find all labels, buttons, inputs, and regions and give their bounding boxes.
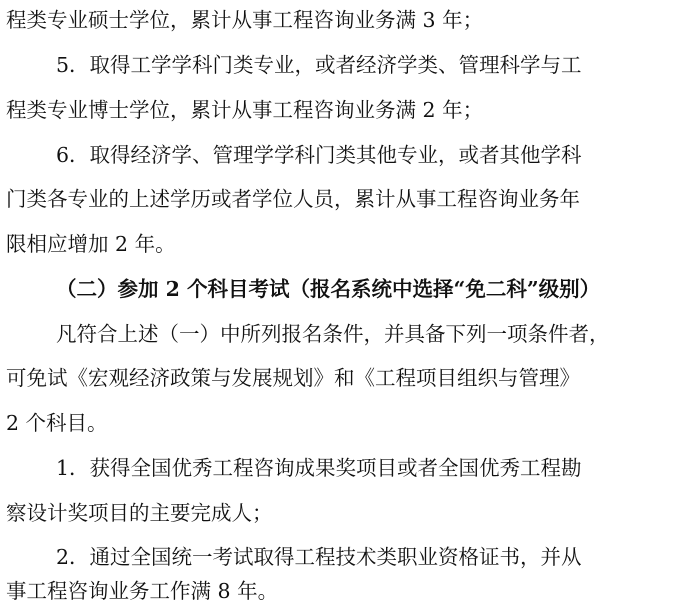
text-line: 1．获得全国优秀工程咨询成果奖项目或者全国优秀工程勘 (56, 456, 582, 480)
text-line: 可免试《宏观经济政策与发展规划》和《工程项目组织与管理》 (6, 366, 580, 390)
text-line: 事工程咨询业务工作满 8 年。 (6, 579, 279, 603)
text-line: 凡符合上述（一）中所列报名条件，并具备下列一项条件者， (56, 322, 610, 346)
section-heading: （二）参加 2 个科目考试（报名系统中选择“免二科”级别） (56, 277, 601, 301)
text-line: 2．通过全国统一考试取得工程技术类职业资格证书，并从 (56, 545, 582, 569)
text-line: 门类各专业的上述学历或者学位人员，累计从事工程咨询业务年 (6, 187, 580, 211)
text-line: 程类专业硕士学位，累计从事工程咨询业务满 3 年； (6, 8, 484, 32)
text-line: 5．取得工学学科门类专业，或者经济学类、管理科学与工 (56, 53, 582, 77)
text-line: 2 个科目。 (6, 411, 108, 435)
text-line: 限相应增加 2 年。 (6, 232, 176, 256)
text-line: 程类专业博士学位，累计从事工程咨询业务满 2 年； (6, 98, 484, 122)
text-line: 6．取得经济学、管理学学科门类其他专业，或者其他学科 (56, 143, 582, 167)
text-line: 察设计奖项目的主要完成人； (6, 501, 273, 525)
